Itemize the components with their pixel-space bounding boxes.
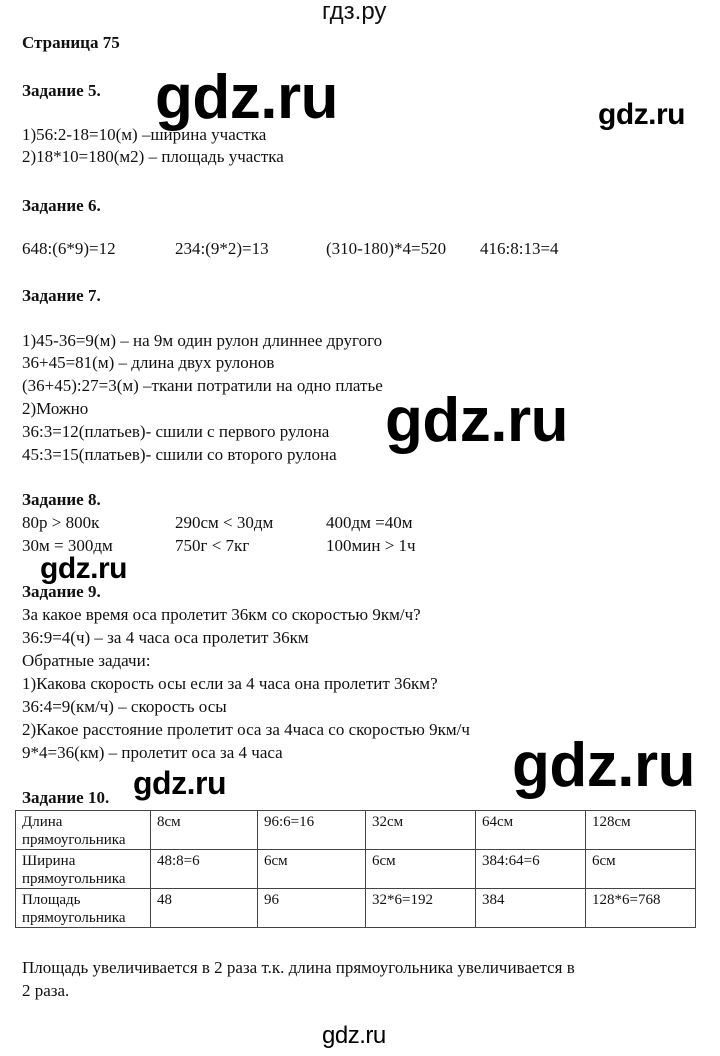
watermark: gdz.ru xyxy=(512,731,695,800)
task-8-cell: 100мин > 1ч xyxy=(326,536,416,555)
task-8-cell: 750г < 7кг xyxy=(175,536,250,555)
task-6-item: (310-180)*4=520 xyxy=(326,239,447,258)
watermark-footer: gdz.ru xyxy=(322,1022,386,1049)
table-cell: 384 xyxy=(476,889,586,928)
rectangle-table xyxy=(15,810,696,928)
table-cell: 6см xyxy=(258,850,366,889)
task-6-item: 648:(6*9)=12 xyxy=(22,239,116,258)
table-cell: 48 xyxy=(151,889,258,928)
task-9-line: 1)Какова скорость осы если за 4 часа она пролетит 36км? xyxy=(22,674,438,693)
task-7-line: 36:3=12(платьев)- сшили с первого рулона xyxy=(22,422,330,441)
watermark: gdz.ru xyxy=(598,98,685,131)
task-9-line: 36:9=4(ч) – за 4 часа оса пролетит 36км xyxy=(22,628,309,647)
table-cell: 6см xyxy=(586,850,696,889)
task-7-line: (36+45):27=3(м) –ткани потратили на одно платье xyxy=(22,376,383,395)
task-10-title: Задание 10. xyxy=(22,788,110,807)
task-8-cell: 30м = 300дм xyxy=(22,536,113,555)
task-8-title: Задание 8. xyxy=(22,490,101,509)
task-8-cell: 290см < 30дм xyxy=(175,513,274,532)
task-7-title: Задание 7. xyxy=(22,286,101,305)
watermark: gdz.ru xyxy=(40,552,127,585)
table-cell: 96:6=16 xyxy=(258,811,366,850)
table-cell: 64см xyxy=(476,811,586,850)
task-5-line: 1)56:2-18=10(м) –ширина участка xyxy=(22,125,267,144)
task-6-title: Задание 6. xyxy=(22,196,101,215)
table-cell: 8см xyxy=(151,811,258,850)
task-9-line: 2)Какое расстояние пролетит оса за 4часа со скоростью 9км/ч xyxy=(22,720,470,739)
table-cell: 96 xyxy=(258,889,366,928)
watermark: gdz.ru xyxy=(155,63,338,132)
page-title: Страница 75 xyxy=(22,33,120,52)
table-cell: 32см xyxy=(366,811,476,850)
table-cell: Ширина прямоугольника xyxy=(16,850,151,889)
table-row xyxy=(16,889,696,928)
task-8-cell: 80р > 800к xyxy=(22,513,100,532)
table-row xyxy=(16,850,696,889)
table-cell: Длина прямоугольника xyxy=(16,811,151,850)
table-cell: 128см xyxy=(586,811,696,850)
task-9-line: 36:4=9(км/ч) – скорость осы xyxy=(22,697,227,716)
task-9-line: 9*4=36(км) – пролетит оса за 4 часа xyxy=(22,743,283,762)
task-8-cell: 400дм =40м xyxy=(326,513,413,532)
task-9-line: Обратные задачи: xyxy=(22,651,151,670)
table-cell: 6см xyxy=(366,850,476,889)
task-7-line: 36+45=81(м) – длина двух рулонов xyxy=(22,353,275,372)
task-7-line: 1)45-36=9(м) – на 9м один рулон длиннее другого xyxy=(22,331,383,350)
table-cell: 128*6=768 xyxy=(586,889,696,928)
table-row xyxy=(16,811,696,850)
watermark: gdz.ru xyxy=(133,765,226,801)
table-cell: 384:64=6 xyxy=(476,850,586,889)
table-cell: 32*6=192 xyxy=(366,889,476,928)
task-10-conclusion: Площадь увеличивается в 2 раза т.к. длина прямоугольника увеличивается в xyxy=(22,958,575,977)
task-6-item: 234:(9*2)=13 xyxy=(175,239,269,258)
site-header: гдз.ру xyxy=(322,0,387,25)
task-6-item: 416:8:13=4 xyxy=(480,239,559,258)
task-9-line: За какое время оса пролетит 36км со скоростью 9км/ч? xyxy=(22,605,421,624)
table-cell: Площадь прямоугольника xyxy=(16,889,151,928)
task-7-line: 2)Можно xyxy=(22,399,89,418)
task-7-line: 45:3=15(платьев)- сшили со второго рулона xyxy=(22,445,337,464)
task-5-title: Задание 5. xyxy=(22,81,101,100)
watermark: gdz.ru xyxy=(385,386,568,455)
task-5-line: 2)18*10=180(м2) – площадь участка xyxy=(22,147,284,166)
table-cell: 48:8=6 xyxy=(151,850,258,889)
task-10-conclusion: 2 раза. xyxy=(22,981,70,1000)
task-9-title: Задание 9. xyxy=(22,582,101,601)
